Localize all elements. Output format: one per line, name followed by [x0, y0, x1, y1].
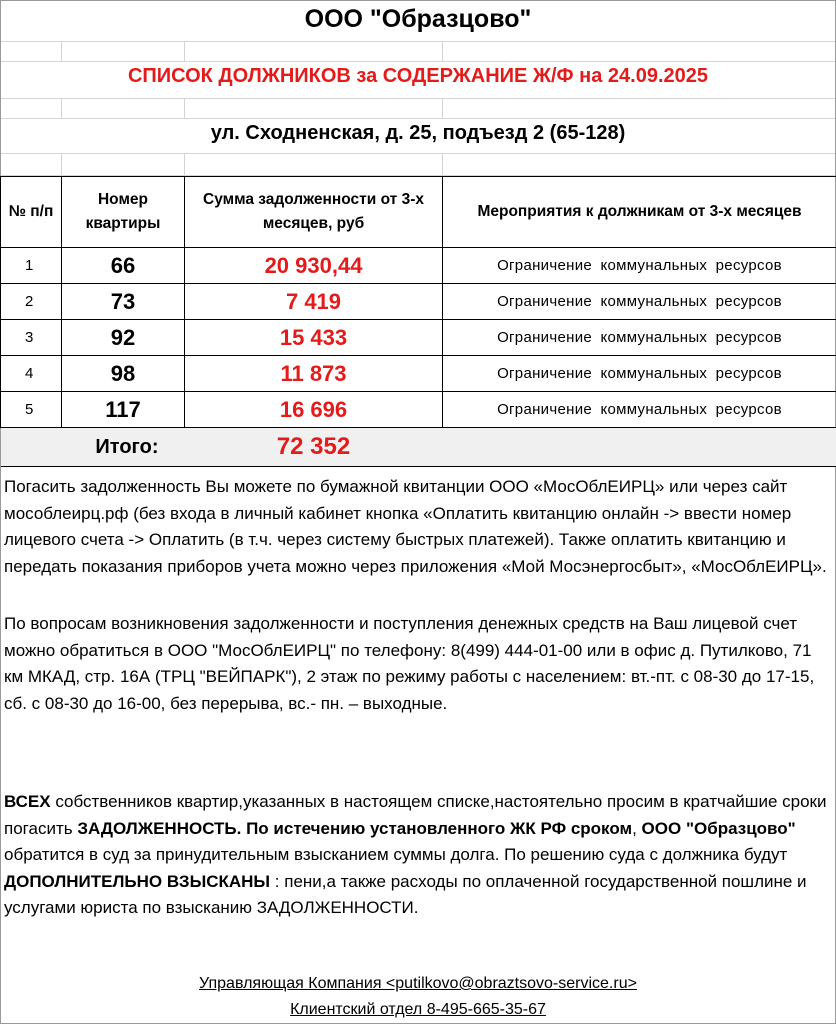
grid-row — [1, 41, 835, 62]
warning-text: : пени,а также расходы по оплаченной государственной пошлине и услугами юриста по взысканию ЗАДОЛЖЕННОСТИ. — [4, 871, 807, 917]
row-number: 2 — [1, 284, 62, 320]
warning-emphasis: ВСЕХ — [4, 792, 51, 811]
row-number: 4 — [1, 356, 62, 392]
debt-amount: 15 433 — [185, 320, 443, 356]
grid-row — [1, 153, 835, 176]
debt-measure: Ограничение коммунальных ресурсов — [443, 392, 836, 428]
apartment-number: 92 — [62, 320, 185, 356]
payment-info: Погасить задолженность Вы можете по бумажной квитанции ООО «МосОблЕИРЦ» или через сайт мособлеирц.рф (без входа в личный кабинет кнопка «Оплатить квитанцию онлайн -> ввести номер лицевого счета -> Оплатить (в т.ч. через систему быстрых платежей). Также оплатить квитанцию и передать показания приборов учета можно через приложения «Мой Мосэнергосбыт», «МосОблЕИРЦ». — [4, 477, 827, 576]
table-row — [1, 356, 836, 392]
total-amount: 72 352 — [185, 428, 443, 467]
warning-text: , — [632, 818, 642, 838]
debt-measure: Ограничение коммунальных ресурсов — [443, 284, 836, 320]
building-address: ул. Сходненская, д. 25, подъезд 2 (65-128) — [210, 122, 626, 144]
table-row — [1, 392, 836, 428]
table-row — [1, 284, 836, 320]
warning-company: ООО "Образцово" — [641, 818, 796, 838]
debt-amount: 7 419 — [185, 284, 443, 320]
table-header-row — [1, 177, 836, 248]
debt-amount: 11 873 — [185, 356, 443, 392]
header-measures: Мероприятия к должникам от 3-х месяцев — [443, 177, 836, 248]
contact-info: По вопросам возникновения задолженности и поступления денежных средств на Ваш лицевой счет можно обратиться в ООО "МосОблЕИРЦ" по телефону: 8(499) 444-01-00 или в офис д. Путилково, 71 км МКАД, стр. 16А (ТРЦ "ВЕЙПАРК"), 2 этаж по режиму работы с населением: вт.-пт. с 08-30 до 17-15, сб. с 08-30 до 16-00, без перерыва, вс.- пн. – выходные. — [4, 614, 815, 713]
grid-line — [442, 41, 443, 61]
grid-line — [442, 153, 443, 175]
debt-amount: 20 930,44 — [185, 248, 443, 284]
grid-row — [1, 98, 835, 119]
debt-amount: 16 696 — [185, 392, 443, 428]
row-number: 1 — [1, 248, 62, 284]
company-name: ООО "Образцово" — [304, 5, 532, 33]
warning-emphasis: ДОПОЛНИТЕЛЬНО ВЗЫСКАНЫ — [4, 871, 271, 891]
header-number: № п/п — [1, 177, 62, 248]
debt-measure: Ограничение коммунальных ресурсов — [443, 356, 836, 392]
debtors-table — [0, 176, 836, 467]
grid-line — [61, 41, 62, 61]
apartment-number: 98 — [62, 356, 185, 392]
total-label: Итого: — [1, 428, 185, 467]
grid-line — [184, 41, 185, 61]
debt-measure: Ограничение коммунальных ресурсов — [443, 248, 836, 284]
table-row — [1, 320, 836, 356]
grid-line — [442, 98, 443, 118]
warning-text: собственников квартир,указанных в настоящем списке,настоятельно просим в кратчайшие сроки погасить — [4, 792, 827, 838]
debtor-list-title: СПИСОК ДОЛЖНИКОВ за СОДЕРЖАНИЕ Ж/Ф на 24.09.2025 — [127, 65, 709, 87]
warning-emphasis: ЗАДОЛЖЕННОСТЬ. По истечению установленного ЖК РФ сроком — [77, 818, 633, 838]
apartment-number: 117 — [62, 392, 185, 428]
apartment-number: 66 — [62, 248, 185, 284]
warning-text: обратится в суд за принудительным взысканием суммы долга. По решению суда с должника будут — [4, 845, 788, 864]
grid-line — [61, 153, 62, 175]
header-debt-sum: Сумма задолженности от 3-х месяцев, руб — [185, 177, 443, 248]
debt-measure: Ограничение коммунальных ресурсов — [443, 320, 836, 356]
header-apartment: Номер квартиры — [62, 177, 185, 248]
client-department-phone[interactable]: Клиентский отдел 8-495-665-35-67 — [290, 1001, 546, 1018]
table-row — [1, 248, 836, 284]
total-row — [1, 428, 836, 467]
grid-line — [184, 98, 185, 118]
row-number: 5 — [1, 392, 62, 428]
warning-notice — [4, 789, 830, 922]
management-company-email[interactable]: Управляющая Компания <putilkovo@obraztsovo-service.ru> — [199, 975, 637, 992]
grid-line — [61, 98, 62, 118]
row-number: 3 — [1, 320, 62, 356]
apartment-number: 73 — [62, 284, 185, 320]
total-empty-cell — [443, 428, 836, 467]
grid-line — [184, 153, 185, 175]
